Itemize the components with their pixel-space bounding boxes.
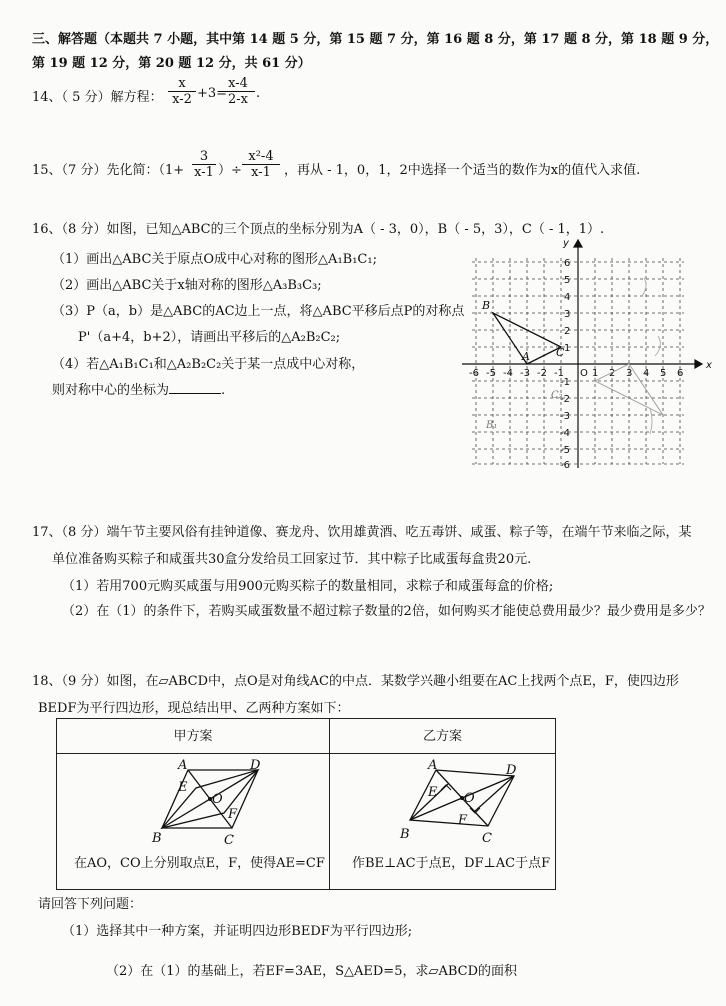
q18-stem-line2: BEDF为平行四边形，现总结出甲、乙两种方案如下： (38, 701, 350, 716)
q15-fraction-1: $\frac{3}{x-1}$ (192, 149, 216, 180)
q16-stem: 16、（8 分）如图，已知△ABC的三个顶点的坐标分别为A（ - 3，0），B（ - 5，3），C（ - 1，1）. (32, 222, 605, 237)
label-f: F (228, 807, 238, 822)
label-d: D (250, 758, 261, 773)
q15-divide: ）÷ (218, 163, 242, 178)
x-tick: 2 (609, 368, 616, 379)
y-tick: -2 (560, 394, 570, 405)
point-a-label: A (522, 350, 530, 363)
label-b: B (400, 827, 410, 842)
x-tick: 6 (677, 368, 684, 379)
y-axis-arrow-icon (574, 240, 582, 247)
answer-blank (169, 382, 221, 394)
plan-a-caption: 在AO，CO上分别取点E，F，使得AE=CF (74, 856, 325, 871)
q16-part-1: （1）画出△ABC关于原点O成中心对称的图形△A₁B₁C₁; (52, 252, 377, 267)
segment-df (474, 776, 514, 812)
coordinate-grid (458, 236, 724, 472)
label-f: F (458, 813, 468, 828)
x-tick: -3 (520, 368, 530, 379)
x-tick: 5 (660, 368, 667, 379)
y-tick: 4 (564, 292, 571, 303)
y-tick: 2 (564, 326, 571, 337)
q17-stem-line1: 17、（8 分）端午节主要风俗有挂钟道像、赛龙舟、饮用雄黄酒、吃五毒饼、咸蛋、粽子等，在端午节来临之际，某 (32, 525, 692, 540)
y-tick: 3 (564, 309, 571, 320)
x-tick: -4 (503, 368, 513, 379)
q16-part-3a: （3）P（a，b）是△ABC的AC边上一点，将△ABC平移后点P的对称点 (52, 304, 465, 319)
q14-label: 14、（ 5 分）解方程： (32, 90, 163, 105)
q16-part-4b: 则对称中心的坐标为 . (52, 383, 226, 398)
q16-part-3b: P'（a+4，b+2），请画出平移后的△A₂B₂C₂; (78, 330, 341, 345)
origin-label: O (580, 368, 588, 379)
point-b1-label: B₁ (486, 420, 498, 431)
q16-part-2: （2）画出△ABC关于x轴对称的图形△A₃B₃C₃; (52, 278, 322, 293)
q17-part-1: （1）若用700元购买咸蛋与用900元购买粽子的数量相同，求粽子和咸蛋每盒的价格; (62, 579, 554, 594)
q16-part-4a: （4）若△A₁B₁C₁和△A₂B₂C₂关于某一点成中心对称， (52, 357, 365, 372)
q18-stem-line1: 18、（9 分）如图，在▱ABCD中，点O是对角线AC的中点．某数学兴趣小组要在AC上找两个点E，F，使四边形 (32, 674, 679, 689)
q14-fraction-2: $\frac{x-4}{2-x}$ (221, 76, 255, 107)
q15-fraction-2: $\frac{\text{x²-4}}{x-1}$ (242, 149, 280, 180)
label-a: A (178, 758, 188, 773)
y-tick: -4 (560, 428, 570, 439)
point-b-label: B (482, 299, 491, 312)
y-tick: 6 (564, 258, 571, 269)
label-o: O (212, 792, 223, 807)
x-tick: -1 (554, 368, 564, 379)
label-c: C (224, 833, 234, 848)
x-axis-arrow-icon (695, 360, 702, 368)
plan-a-figure (140, 758, 280, 848)
plan-b-header: 乙方案 (330, 719, 556, 754)
section-title-line2: 第 19 题 12 分，第 20 题 12 分，共 61 分） (32, 56, 311, 71)
q17-stem-line2: 单位准备购买粽子和咸蛋共30盒分发给员工回家过节．其中粽子比咸蛋每盒贵20元. (52, 552, 532, 567)
q18-prompt: 请回答下列问题： (38, 897, 143, 912)
x-tick: -5 (486, 368, 496, 379)
y-tick: -3 (560, 411, 570, 422)
y-tick: -5 (560, 445, 570, 456)
x-tick: 3 (626, 368, 633, 379)
plan-a-header: 甲方案 (57, 719, 330, 754)
axes (462, 240, 702, 468)
label-d: D (506, 763, 517, 778)
y-tick: 1 (564, 343, 571, 354)
label-b: B (152, 831, 162, 846)
q15-label: 15、（7 分）先化简：（1+ (32, 163, 185, 178)
x-tick: -6 (469, 368, 479, 379)
q14-period: . (256, 86, 261, 101)
q15-instruction: ，再从 - 1，0，1，2中选择一个适当的数作为x的值代入求值. (284, 163, 641, 178)
point-c2-label: C₂ (551, 390, 563, 401)
section-title-line1: 三、解答题（本题共 7 小题，其中第 14 题 5 分，第 15 题 7 分，第 16 题 8 分，第 17 题 8 分，第 18 题 9 分， (32, 32, 719, 47)
plan-b-caption: 作BE⊥AC于点E，DF⊥AC于点F (352, 856, 551, 871)
q18-part-1: （1）选择其中一种方案，并证明四边形BEDF为平行四边形; (62, 924, 413, 939)
q17-part-2: （2）在（1）的条件下，若购买咸蛋数量不超过粽子数量的2倍，如何购买才能使总费用最少？最少费用是多少？ (62, 604, 711, 619)
x-tick: 1 (592, 368, 599, 379)
y-tick: -1 (560, 377, 570, 388)
label-o: O (464, 791, 475, 806)
x-axis-label: x (706, 360, 712, 371)
y-axis-label: y (563, 238, 569, 249)
pencil-sketch-marks (642, 278, 660, 434)
x-tick: -2 (537, 368, 547, 379)
plan-b-figure (396, 758, 536, 848)
label-a: A (428, 758, 438, 773)
x-tick: 4 (643, 368, 650, 379)
q14-fraction-1: $\frac{x}{x-2}$ (168, 76, 196, 107)
y-tick: -6 (560, 460, 570, 471)
point-c-label: C (556, 346, 565, 359)
label-c: C (482, 831, 492, 846)
y-tick: 5 (564, 275, 571, 286)
label-e: E (428, 785, 438, 800)
q14-plus-three: +3= (197, 86, 228, 101)
q18-part-2: （2）在（1）的基础上，若EF=3AE，S△AED=5，求▱ABCD的面积 (106, 964, 518, 979)
label-e: E (178, 780, 188, 795)
